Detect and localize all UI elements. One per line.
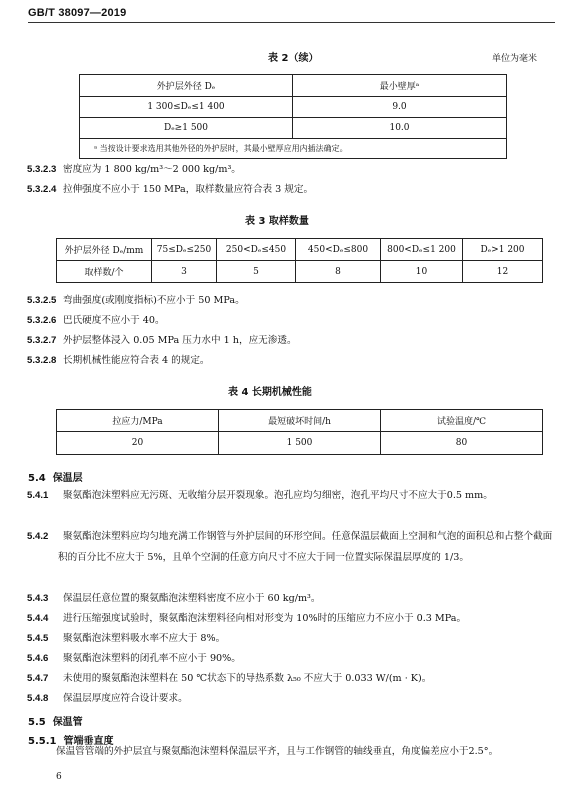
clause-text: 进行压缩强度试验时，聚氨酯泡沫塑料径向相对形变为 10%时的压缩应力不应小于 0.3 MPa。 [63,613,467,624]
clause-number: 5.3.2.3 [27,164,57,175]
table2-cell: 1 300≤Dₑ≤1 400 [80,97,293,118]
clause [27,689,556,710]
table2-header-cell: 外护层外径 Dₑ [80,75,293,97]
clause-number: 5.4.8 [27,693,49,704]
table-row [57,432,543,455]
section-number: 5.4 [28,473,46,484]
table2 [79,74,507,159]
section-title: 保温管 [52,717,83,728]
page-number: 6 [56,772,62,782]
clause-text: 保温层厚度应符合设计要求。 [63,693,188,704]
table-row [80,118,507,139]
clause-text: 聚氨酯泡沫塑料应无污斑、无收缩分层开裂现象。泡孔应均匀细密，泡孔平均尺寸不应大于0.5 mm。 [63,490,493,501]
clause [27,160,556,181]
clause [27,180,556,201]
clause-number: 5.4.7 [27,673,49,684]
clause-number: 5.3.2.7 [27,335,57,346]
clause-text: 保温层任意位置的聚氨酯泡沫塑料密度不应小于 60 kg/m³。 [63,593,321,604]
table2-cell: 9.0 [293,97,507,118]
clause [27,311,556,332]
clause-number: 5.3.2.4 [27,184,57,195]
table3-header-cell: 75≤Dₑ≤250 [152,239,217,261]
section-heading [28,469,83,484]
table-row [80,97,507,118]
table3-cell: 3 [152,261,217,283]
section-heading [28,713,83,728]
clause-text: 长期机械性能应符合表 4 的规定。 [63,355,210,366]
clause-number: 5.4.1 [27,490,49,501]
clause-number: 5.4.6 [27,653,49,664]
paragraph-5-5-1: 保温管管端的外护层宜与聚氨酯泡沫塑料保温层平齐，且与工作钢管的轴线垂直，角度偏差应小于2.5°。 [56,746,499,757]
clause-number: 5.3.2.6 [27,315,57,326]
clause-number: 5.3.2.5 [27,295,57,306]
clause-text: 聚氨酯泡沫塑料吸水率不应大于 8%。 [63,633,226,644]
clause-text: 弯曲强度(或刚度指标)不应小于 50 MPa。 [63,295,245,306]
clause [27,669,556,690]
clause [27,527,556,568]
table3-cell: 10 [381,261,463,283]
clause [27,629,556,650]
clause-number: 5.4.5 [27,633,49,644]
clause-number: 5.4.3 [27,593,49,604]
clause-number: 5.4.2 [27,531,49,542]
table4-header-cell: 试验温度/℃ [381,410,543,432]
clause-text: 密度应为 1 800 kg/m³～2 000 kg/m³。 [63,164,241,175]
section-number: 5.5 [28,717,46,728]
clause [27,589,556,610]
table3-cell: 取样数/个 [57,261,152,283]
clause-number: 5.3.2.8 [27,355,57,366]
subsection-number: 5.5.1 [28,736,57,747]
table2-cell: 10.0 [293,118,507,139]
table2-caption: 表 2（续） [268,53,319,64]
table3-header-cell: 外护层外径 Dₑ/mm [57,239,152,261]
table2-header-cell: 最小壁厚ᵃ [293,75,507,97]
table3-header-cell: Dₑ>1 200 [463,239,543,261]
table3-caption: 表 3 取样数量 [245,216,309,227]
table3-header-cell: 450<Dₑ≤800 [296,239,381,261]
clause [27,649,556,670]
clause-text: 聚氨酯泡沫塑料应均匀地充满工作钢管与外护层间的环形空间。任意保温层截面上空洞和气泡的面积总和占整个截面积的百分比不应大于 5%，且单个空洞的任意方向尺寸不应大于同一位置实际保温层厚度的 1/3。 [58,531,553,563]
table4-header-cell: 最短破坏时间/h [219,410,381,432]
table4-cell: 80 [381,432,543,455]
table4 [56,409,543,455]
table-row [57,261,543,283]
table2-cell: Dₑ≥1 500 [80,118,293,139]
table3-header-cell: 800<Dₑ≤1 200 [381,239,463,261]
clause-text: 聚氨酯泡沫塑料的闭孔率不应小于 90%。 [63,653,241,664]
clause [27,331,556,352]
clause-number: 5.4.4 [27,613,49,624]
clause [27,486,556,507]
subsection-title: 管端垂直度 [63,736,114,747]
clause [27,291,556,312]
table4-cell: 1 500 [219,432,381,455]
standard-code-header: GB/T 38097—2019 [28,7,127,19]
table4-cell: 20 [57,432,219,455]
table3-cell: 12 [463,261,543,283]
table4-caption: 表 4 长期机械性能 [228,387,312,398]
clause-text: 巴氏硬度不应小于 40。 [63,315,165,326]
clause [27,351,556,372]
section-title: 保温层 [52,473,83,484]
clause-text: 未使用的聚氨酯泡沫塑料在 50 ℃状态下的导热系数 λ₅₀ 不应大于 0.033 W/(m · K)。 [63,673,432,684]
table3-header-cell: 250<Dₑ≤450 [217,239,296,261]
table3-cell: 5 [217,261,296,283]
table2-unit: 单位为毫米 [492,54,538,64]
table4-header-cell: 拉应力/MPa [57,410,219,432]
table2-footnote: ᵃ 当按设计要求选用其他外径的外护层时，其最小壁厚应用内插法确定。 [80,139,507,159]
header-divider [28,22,555,23]
table3-cell: 8 [296,261,381,283]
clause-text: 外护层整体浸入 0.05 MPa 压力水中 1 h，应无渗透。 [63,335,297,346]
clause [27,609,556,630]
clause-text: 拉伸强度不应小于 150 MPa，取样数量应符合表 3 规定。 [63,184,314,195]
table3 [56,238,543,283]
